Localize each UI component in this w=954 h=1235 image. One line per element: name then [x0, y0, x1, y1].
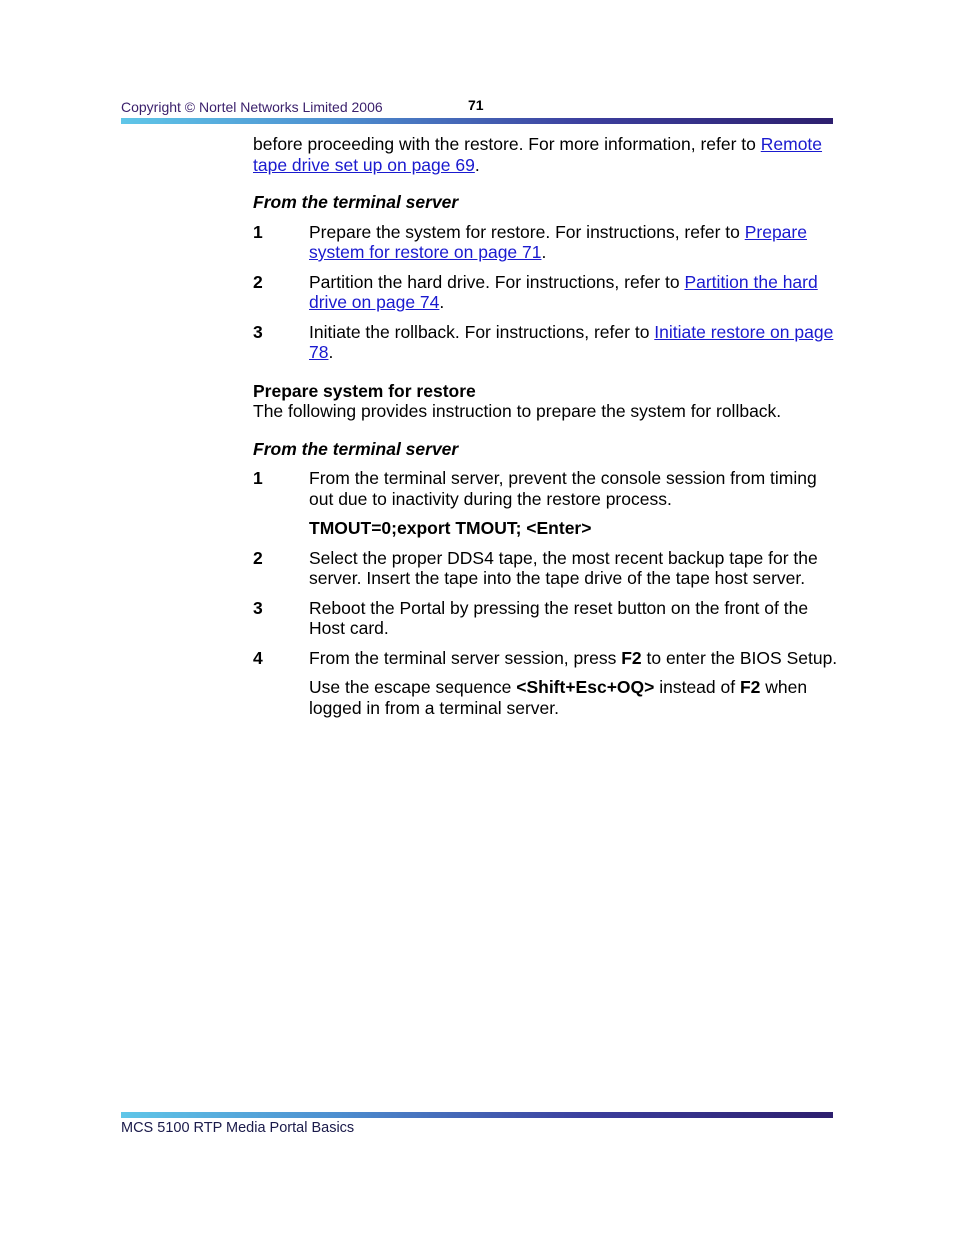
- list-item: [253, 648, 838, 669]
- header-rule: [121, 118, 833, 124]
- note-text: when logged in from a terminal server.: [309, 677, 808, 718]
- step-text-end: .: [328, 342, 334, 362]
- footer-rule: [121, 1112, 833, 1118]
- step-number: 3: [253, 597, 263, 618]
- link-remote-tape-drive[interactable]: Remote tape drive set up on page 69: [253, 134, 823, 175]
- step-number: 2: [253, 271, 263, 292]
- step-number: 4: [253, 647, 263, 668]
- step-text-lead: Prepare the system for restore. For instructions, refer to: [309, 221, 745, 242]
- link-prepare-system[interactable]: Prepare system for restore on page 71: [309, 221, 807, 262]
- page-number: 71: [468, 97, 484, 113]
- intro-paragraph: [253, 134, 838, 175]
- step-text: Select the proper DDS4 tape, the most recent backup tape for the server. Insert the tape into the tape drive of the tape host server.: [309, 547, 818, 588]
- step-text: [309, 272, 838, 313]
- step-number: 1: [253, 468, 263, 488]
- step-text-end: to enter the BIOS Setup.: [641, 647, 838, 668]
- command-text: TMOUT=0;export TMOUT; <Enter>: [309, 518, 592, 538]
- link-initiate-restore[interactable]: Initiate restore on page 78: [309, 321, 834, 362]
- note-paragraph: [309, 677, 838, 718]
- intro-text-end: .: [474, 154, 480, 175]
- list-item: [253, 222, 838, 263]
- step-text-lead: Partition the hard drive. For instructions, refer to: [309, 271, 685, 292]
- list-item: [253, 598, 838, 639]
- section-description: The following provides instruction to prepare the system for rollback.: [253, 401, 782, 421]
- note-text: instead of: [654, 677, 740, 697]
- page-content: [253, 134, 838, 727]
- step-text: From the terminal server, prevent the console session from timing out due to inactivity during the restore process.: [309, 468, 817, 509]
- subheading-terminal-server-1: From the terminal server: [253, 192, 459, 212]
- list-item: [253, 548, 838, 589]
- step-number: 2: [253, 547, 263, 568]
- subheading-terminal-server-2: From the terminal server: [253, 438, 459, 459]
- escape-sequence: <Shift+Esc+OQ>: [516, 677, 655, 697]
- header-copyright: Copyright © Nortel Networks Limited 2006: [121, 99, 383, 115]
- step-text: [309, 222, 838, 263]
- list-item: [253, 322, 838, 363]
- step-text-lead: From the terminal server session, press: [309, 647, 622, 668]
- key-f2: F2: [621, 647, 642, 668]
- step-text: [309, 322, 838, 363]
- step-text: Reboot the Portal by pressing the reset button on the front of the Host card.: [309, 597, 809, 638]
- step-text-lead: Initiate the rollback. For instructions, refer to: [309, 321, 655, 342]
- footer-doc-title: MCS 5100 RTP Media Portal Basics: [121, 1120, 355, 1136]
- step-text-end: .: [439, 292, 445, 312]
- note-text: Use the escape sequence: [309, 677, 517, 697]
- step-number: 3: [253, 321, 263, 342]
- key-f2: F2: [739, 677, 761, 697]
- intro-text: before proceeding with the restore. For more information, refer to: [253, 134, 761, 154]
- step-text-end: .: [541, 242, 547, 262]
- list-item: [253, 272, 838, 313]
- section-heading: Prepare system for restore: [253, 380, 476, 401]
- step-number: 1: [253, 221, 263, 242]
- link-partition-hard-drive[interactable]: Partition the hard drive on page 74: [309, 271, 818, 312]
- list-item: [253, 468, 838, 509]
- step-text: [309, 648, 838, 669]
